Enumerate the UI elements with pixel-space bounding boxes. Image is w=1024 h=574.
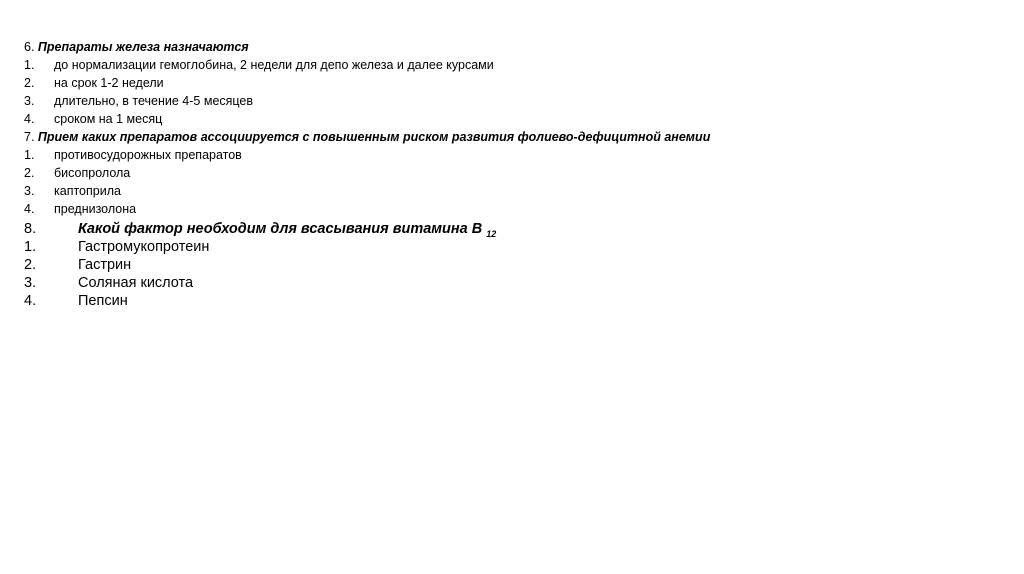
option-text: Гастрин [78, 257, 132, 273]
option-text: Соляная кислота [78, 275, 194, 291]
option-number: 3. [24, 184, 35, 198]
question-8-subscript: 12 [486, 229, 497, 239]
option-text: сроком на 1 месяц [54, 112, 163, 126]
option-text: преднизолона [54, 202, 137, 216]
question-7-text: Прием каких препаратов ассоциируется с повышенным риском развития фолиево-дефицитной анемии [37, 130, 711, 144]
question-7-option-1 [24, 146, 710, 164]
option-text: на срок 1-2 недели [54, 76, 164, 90]
question-6-number: 6. [24, 40, 35, 54]
question-6-text: Препараты железа назначаются [37, 40, 249, 54]
question-8-option-1 [24, 238, 496, 256]
option-number: 1. [24, 239, 37, 255]
question-7-option-4 [24, 200, 710, 218]
option-text: каптоприла [54, 184, 121, 198]
question-6-option-1 [24, 56, 710, 74]
question-8-text: Какой фактор необходим для всасывания витамина В [78, 221, 483, 237]
question-8-option-2 [24, 256, 496, 274]
option-number: 4. [24, 112, 35, 126]
question-8-number: 8. [24, 221, 37, 237]
option-text: Гастромукопротеин [78, 239, 210, 255]
option-text: противосудорожных препаратов [54, 148, 242, 162]
question-8-heading [24, 220, 496, 238]
question-7-heading [24, 128, 710, 146]
option-text: до нормализации гемоглобина, 2 недели для депо железа и далее курсами [54, 58, 494, 72]
option-text: длительно, в течение 4-5 месяцев [54, 94, 254, 108]
question-8-option-3 [24, 274, 496, 292]
question-6-option-4 [24, 110, 710, 128]
question-8-option-4 [24, 292, 496, 310]
option-number: 4. [24, 293, 37, 309]
question-7-option-2 [24, 164, 710, 182]
question-7-number: 7. [24, 130, 35, 144]
option-number: 2. [24, 76, 35, 90]
question-7-option-3 [24, 182, 710, 200]
option-text: бисопролола [54, 166, 131, 180]
option-number: 2. [24, 257, 37, 273]
questions-6-7 [24, 38, 710, 218]
option-number: 3. [24, 275, 37, 291]
option-text: Пепсин [78, 293, 128, 309]
question-6-option-2 [24, 74, 710, 92]
option-number: 4. [24, 202, 35, 216]
question-6-heading [24, 38, 710, 56]
option-number: 3. [24, 94, 35, 108]
option-number: 1. [24, 148, 35, 162]
question-6-option-3 [24, 92, 710, 110]
question-8 [24, 220, 496, 310]
option-number: 1. [24, 58, 35, 72]
option-number: 2. [24, 166, 35, 180]
